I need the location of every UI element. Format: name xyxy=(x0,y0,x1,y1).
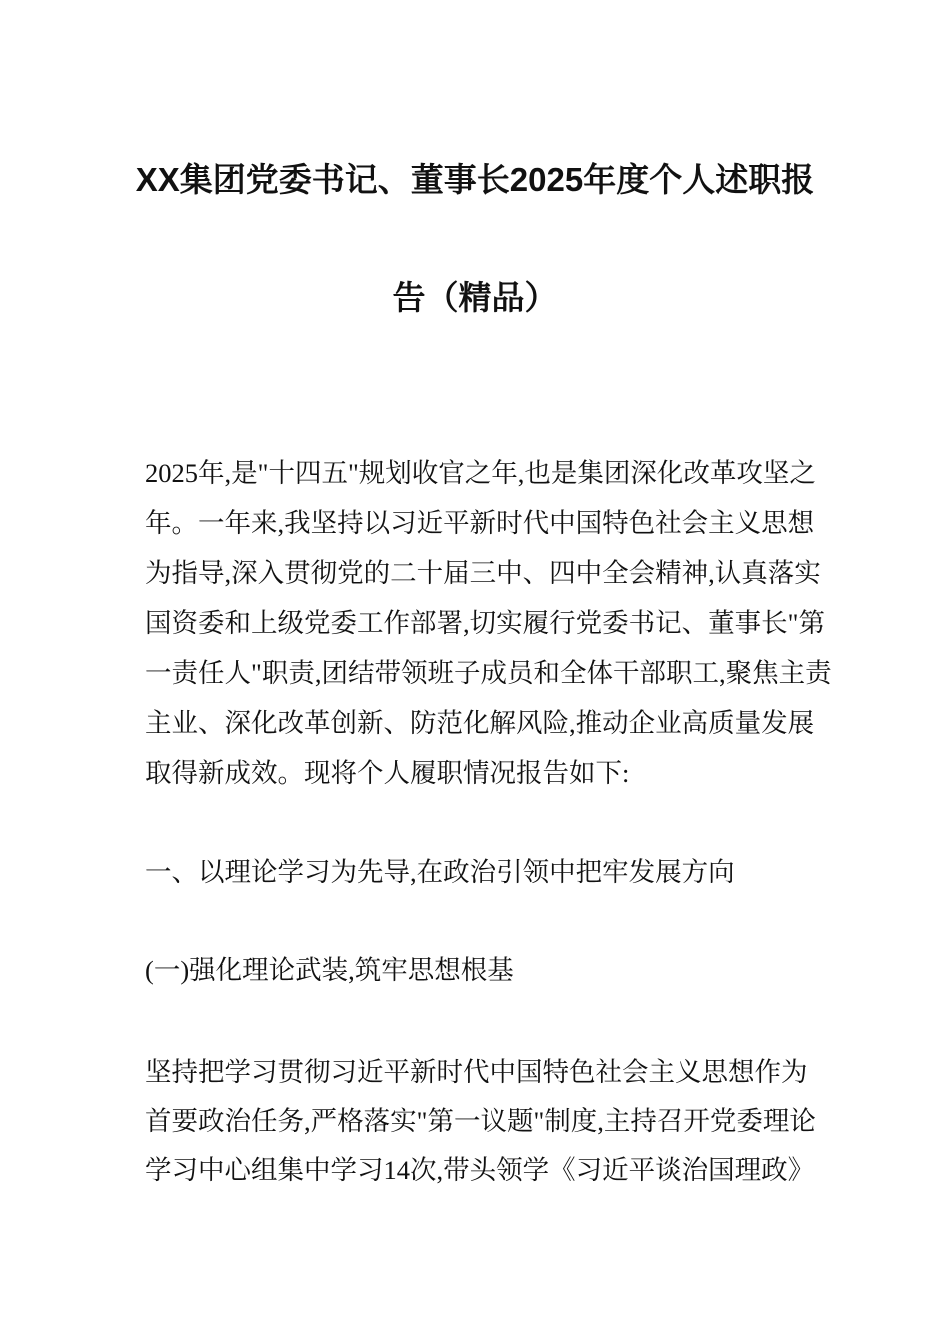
paragraph-line: 年。一年来,我坚持以习近平新时代中国特色社会主义思想 xyxy=(145,508,815,538)
paragraph-line: 首要政治任务,严格落实"第一议题"制度,主持召开党委理论 xyxy=(145,1106,816,1136)
paragraph-line: 取得新成效。现将个人履职情况报告如下: xyxy=(145,758,630,788)
paragraph-line: 主业、深化改革创新、防范化解风险,推动企业高质量发展 xyxy=(145,708,815,738)
document-title-line-2: 告（精品） xyxy=(392,279,558,316)
section-heading: 一、以理论学习为先导,在政治引领中把牢发展方向 xyxy=(145,857,735,887)
paragraph-line: 一责任人"职责,团结带领班子成员和全体干部职工,聚焦主责 xyxy=(145,658,832,688)
paragraph-line: 2025年,是"十四五"规划收官之年,也是集团深化改革攻坚之 xyxy=(145,458,816,488)
paragraph-line: 为指导,深入贯彻党的二十届三中、四中全会精神,认真落实 xyxy=(145,558,821,588)
document-title-line-1: XX集团党委书记、董事长2025年度个人述职报 xyxy=(135,161,815,198)
paragraph-line: 国资委和上级党委工作部署,切实履行党委书记、董事长"第 xyxy=(145,608,825,638)
paragraph-line: 坚持把学习贯彻习近平新时代中国特色社会主义思想作为 xyxy=(145,1057,808,1087)
paragraph-line: 学习中心组集中学习14次,带头领学《习近平谈治国理政》 xyxy=(145,1155,815,1185)
subsection-heading: (一)强化理论武装,筑牢思想根基 xyxy=(145,955,514,985)
